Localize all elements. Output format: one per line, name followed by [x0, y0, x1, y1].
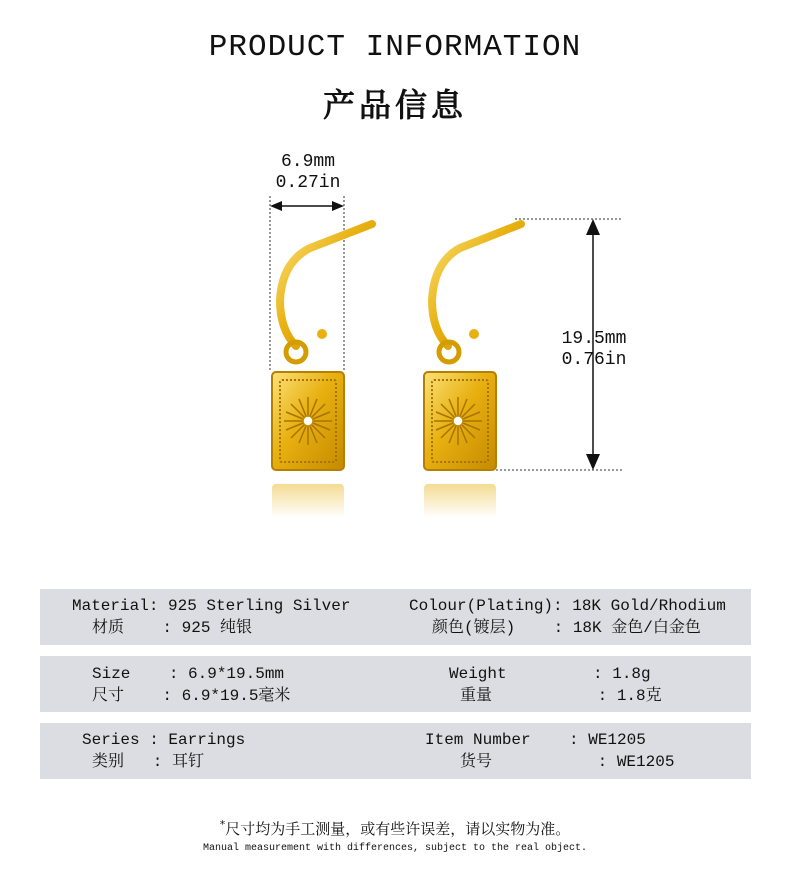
width-mm: 6.9mm — [280, 152, 335, 172]
spec-row-material — [40, 589, 751, 645]
page-title-chinese: 产品信息 — [322, 86, 467, 124]
measurement-note-cn — [0, 818, 790, 839]
page-title: PRODUCT INFORMATION — [208, 30, 582, 65]
spec-row-size — [40, 656, 751, 712]
size-label-cn: 尺寸 : 6.9*19.5毫米 — [92, 687, 291, 705]
series-label-cn: 类别 : 耳钉 — [92, 753, 205, 771]
colour-label: Colour(Plating): 18K Gold/Rhodium — [409, 597, 726, 615]
note-asterisk: * — [219, 818, 226, 831]
height-in: 0.76in — [561, 350, 627, 370]
weight-label: Weight : 1.8g — [449, 665, 651, 683]
spec-row-series — [40, 723, 751, 779]
material-label: Material: 925 Sterling Silver — [72, 597, 351, 615]
height-mm: 19.5mm — [561, 329, 627, 349]
right-earring — [424, 224, 521, 518]
weight-label-cn: 重量 : 1.8克 — [460, 687, 662, 705]
note-cn-text: 尺寸均为手工测量，或有些许误差，请以实物为准。 — [225, 820, 571, 838]
item-number-label-cn: 货号 : WE1205 — [460, 753, 675, 771]
item-number-label: Item Number : WE1205 — [425, 731, 646, 749]
measurement-note-en: Manual measurement with differences, subject to the real object. — [202, 843, 588, 854]
size-label: Size : 6.9*19.5mm — [92, 665, 285, 683]
width-in: 0.27in — [275, 173, 341, 193]
series-label: Series : Earrings — [82, 731, 246, 749]
colour-label-cn: 颜色(镀层) : 18K 金色/白金色 — [432, 619, 701, 637]
left-earring — [272, 224, 372, 518]
height-measurement — [492, 219, 622, 470]
material-label-cn: 材质 : 925 纯银 — [92, 619, 253, 637]
